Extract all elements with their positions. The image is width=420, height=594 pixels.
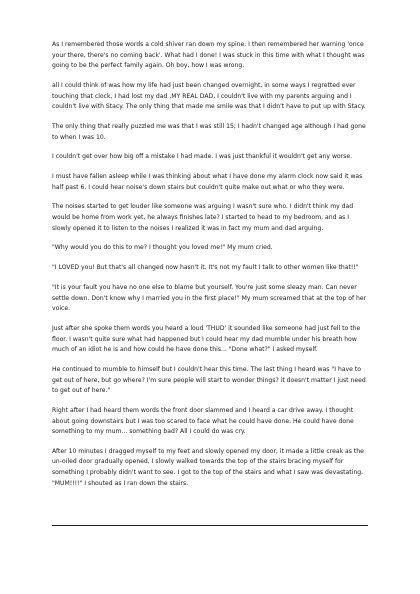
paragraph-10: Just after she spoke them words you heard a loud 'THUD' it sounded like someone had just fell to the floor. I wasn't quite sure what had happened but I could hear my dad mumble under his breath how much of an idiot he is and how could he have done this... "Done what?" I asked myself.	[52, 324, 361, 354]
paragraph-13: After 10 minutes I dragged myself to my feet and slowly opened my door, it made a little creak as the un-oiled door gradually opened, I slowly walked towards the top of the stairs bracing myself for something I probably didn't want to see. I got to the top of the stairs and what I saw was devastating. "MUM!!!!" I shouted as I ran down the stairs.	[52, 447, 364, 487]
paragraph-5: I must have fallen asleep while I was thinking about what I have done my alarm clock now said it was half past 6. I could hear noise's down stairs but couldn't quite make out what or who they were.	[52, 173, 363, 191]
paragraph-4: I couldn't get over how big off a mistake I had made. I was just thankful it wouldn't get any worse.	[52, 153, 353, 161]
paragraph-3: The only thing that really puzzled me was that I was still 15; I hadn't changed age although I had gone to when I was 10.	[52, 122, 366, 141]
paragraph-9: "It is your fault you have no one else to blame but yourself. You're just some sleazy man. Can never settle down. Don't know why I married you in the first place!" My mum screamed that at the top of her voice.	[52, 284, 367, 313]
end-rule-divider	[52, 525, 368, 526]
paragraph-7: "Why would you do this to me? I thought you loved me!" My mum cried.	[52, 244, 273, 252]
paragraph-8: "I LOVED you! But that's all changed now hasn't it. It's not my fault I talk to other women like that!!"	[52, 264, 359, 272]
paragraph-1: As I remembered those words a cold shiver ran down my spine. I then remembered her warning 'once your there, there's no coming back'. What had I done! I was stuck in this time with what I thought was going to be the perfect family again. Oh boy, how I was wrong.	[52, 41, 365, 70]
paragraph-11: He continued to mumble to himself but I couldn't hear this time. The last thing I heard was "I have to get out of here, but go where? I'm sure people will start to wonder things? it doesn't matter I just need to get out of here."	[52, 365, 366, 395]
paragraph-12: Right after I had heard them words the front door slammed and I heard a car drive away. I thought about going downstairs but I was too scared to face what he could have done. He could have done something to my mum... something bad? All I could do was cry.	[52, 406, 354, 436]
paragraph-6: The noises started to get louder like someone was arguing I wasn't sure who. I didn't think my dad would be home from work yet, he always finishes late? I started to head to my bedroom, and as I slowly opened it to listen to the noises I realized it was in fact my mum and dad arguing.	[52, 203, 354, 232]
paragraph-2: all I could think of was how my life had just been changed overnight, in some ways I regretted ever touching that clock, I had lost my dad ,MY REAL DAD, I couldn't live with my parents arguing and I couldn't live with Stacy. The only thing that made me smile was that I didn't have to put up with Stacy.	[52, 81, 366, 111]
